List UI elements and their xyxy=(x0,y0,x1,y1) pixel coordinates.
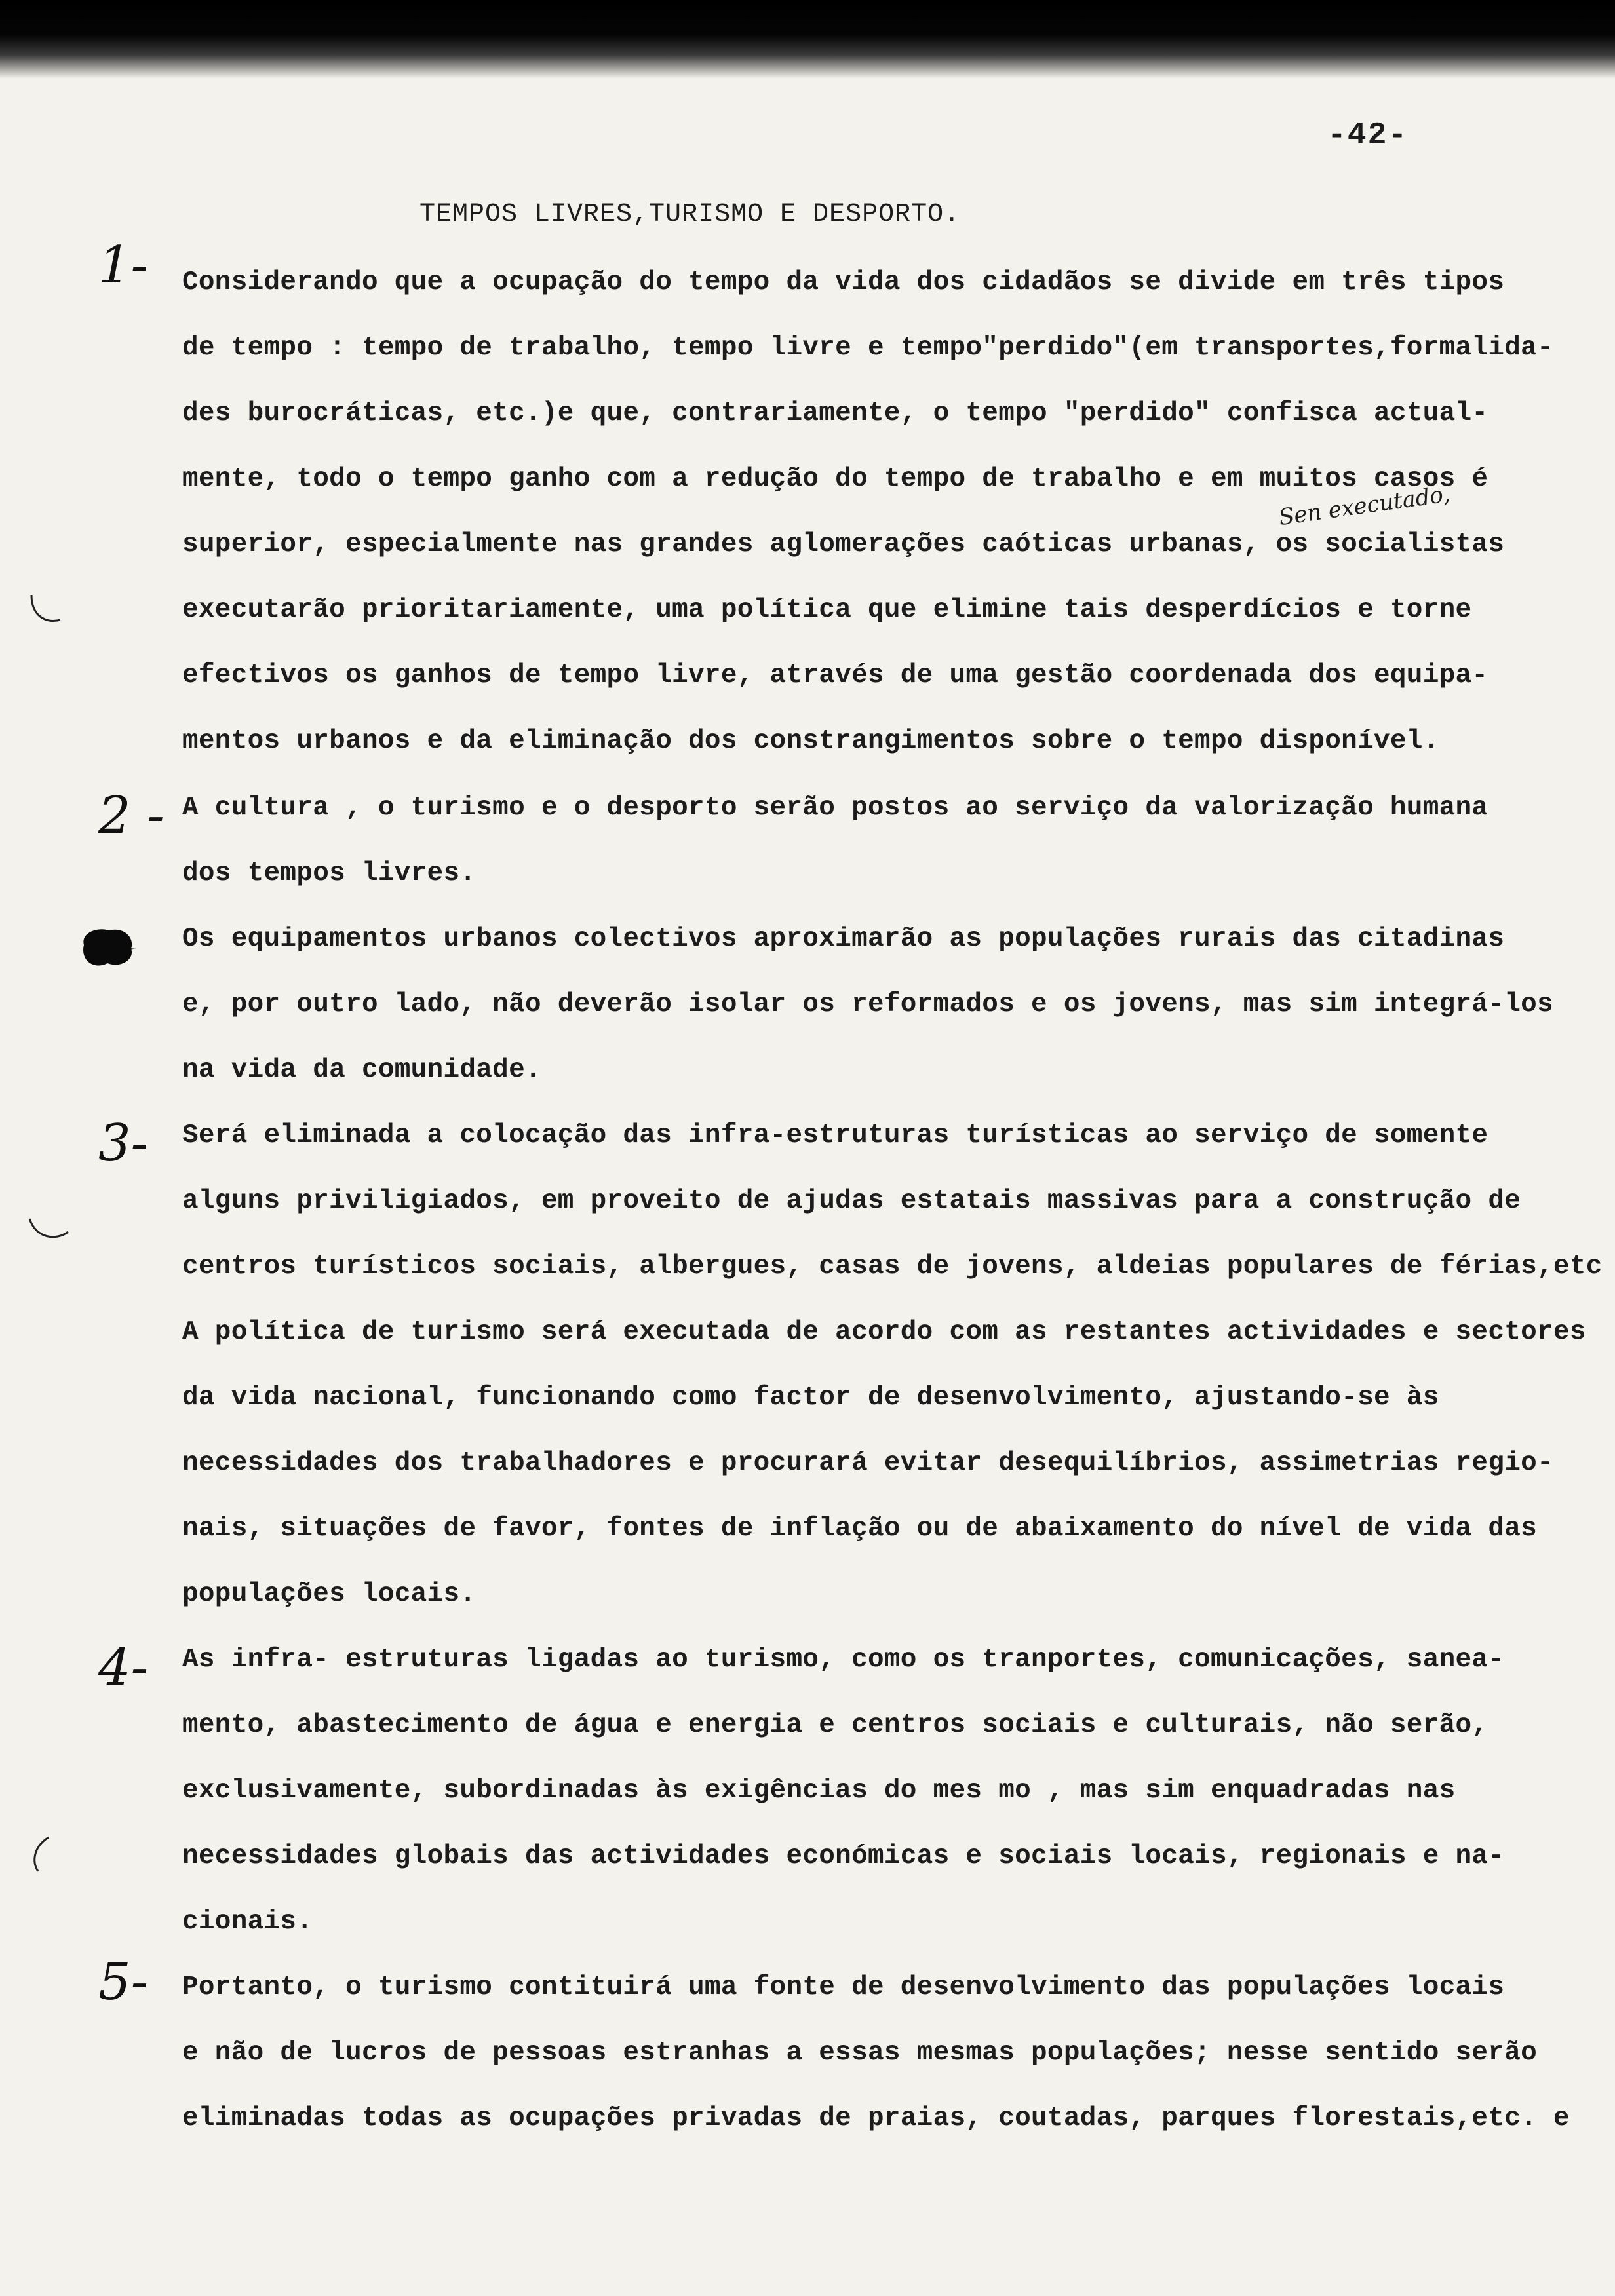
text-line: A política de turismo será executada de acordo com as restantes actividades e sectores xyxy=(182,1317,1586,1347)
text-line: alguns priviligiados, em proveito de ajudas estatais massivas para a construção de xyxy=(182,1186,1521,1216)
handwritten-note: Sen executado, xyxy=(1277,480,1452,531)
margin-number-2: 2 - xyxy=(98,786,165,845)
text-line: da vida nacional, funcionando como factor de desenvolvimento, ajustando-se às xyxy=(182,1383,1439,1413)
text-line: Será eliminada a colocação das infra-estruturas turísticas ao serviço de somente xyxy=(182,1120,1489,1151)
text-line: Os equipamentos urbanos colectivos aproximarão as populações rurais das citadinas xyxy=(182,924,1505,954)
text-line: necessidades globais das actividades económicas e sociais locais, regionais e na- xyxy=(182,1841,1505,1871)
text-line: populações locais. xyxy=(182,1579,477,1609)
text-line: Portanto, o turismo contituirá uma fonte de desenvolvimento das populações locais xyxy=(182,1972,1505,2002)
page-number: -42- xyxy=(1327,118,1409,153)
ink-blot-mark xyxy=(77,925,136,971)
margin-number-5: 5- xyxy=(98,1953,148,2012)
text-line: des burocráticas, etc.)e que, contrariamente, o tempo "perdido" confisca actual- xyxy=(182,398,1489,429)
text-line: dos tempos livres. xyxy=(182,858,477,889)
text-line: necessidades dos trabalhadores e procurará evitar desequilíbrios, assimetrias regio- xyxy=(182,1448,1553,1478)
text-line: mento, abastecimento de água e energia e centros sociais e culturais, não serão, xyxy=(182,1710,1489,1740)
text-line: executarão prioritariamente, uma política que elimine tais desperdícios e torne xyxy=(182,595,1472,625)
text-line: superior, especialmente nas grandes aglomerações caóticas urbanas, os socialistas xyxy=(182,529,1505,560)
margin-number-4: 4- xyxy=(98,1638,148,1697)
text-line: cionais. xyxy=(182,1907,313,1937)
margin-curve-mark xyxy=(26,1835,52,1874)
section-title: TEMPOS LIVRES,TURISMO E DESPORTO. xyxy=(419,200,961,229)
text-line: centros turísticos sociais, albergues, casas de jovens, aldeias populares de férias,etc xyxy=(182,1252,1603,1282)
text-line: A cultura , o turismo e o desporto serão postos ao serviço da valorização humana xyxy=(182,793,1489,823)
text-line: e, por outro lado, não deverão isolar os reformados e os jovens, mas sim integrá-los xyxy=(182,989,1553,1020)
margin-number-3: 3- xyxy=(98,1114,148,1173)
text-line: e não de lucros de pessoas estranhas a essas mesmas populações; nesse sentido serão xyxy=(182,2038,1538,2068)
margin-number-1: 1- xyxy=(98,236,148,295)
text-line: mentos urbanos e da eliminação dos constrangimentos sobre o tempo disponível. xyxy=(182,726,1439,756)
margin-curve-mark xyxy=(26,1212,72,1245)
text-line: mente, todo o tempo ganho com a redução do tempo de trabalho e em muitos casos é xyxy=(182,464,1489,494)
text-line: As infra- estruturas ligadas ao turismo, como os tranportes, comunicações, sanea- xyxy=(182,1645,1505,1675)
text-line: na vida da comunidade. xyxy=(182,1055,541,1085)
text-line: efectivos os ganhos de tempo livre, através de uma gestão coordenada dos equipa- xyxy=(182,660,1489,691)
margin-curve-mark xyxy=(26,590,66,629)
text-line: exclusivamente, subordinadas às exigências do mes mo , mas sim enquadradas nas xyxy=(182,1776,1456,1806)
text-line: Considerando que a ocupação do tempo da vida dos cidadãos se divide em três tipos xyxy=(182,267,1505,297)
text-line: de tempo : tempo de trabalho, tempo livre e tempo"perdido"(em transportes,formalida- xyxy=(182,333,1553,363)
text-line: nais, situações de favor, fontes de inflação ou de abaixamento do nível de vida das xyxy=(182,1514,1538,1544)
text-line: eliminadas todas as ocupações privadas de praias, coutadas, parques florestais,etc. e xyxy=(182,2103,1570,2133)
scan-top-shadow xyxy=(0,0,1615,79)
